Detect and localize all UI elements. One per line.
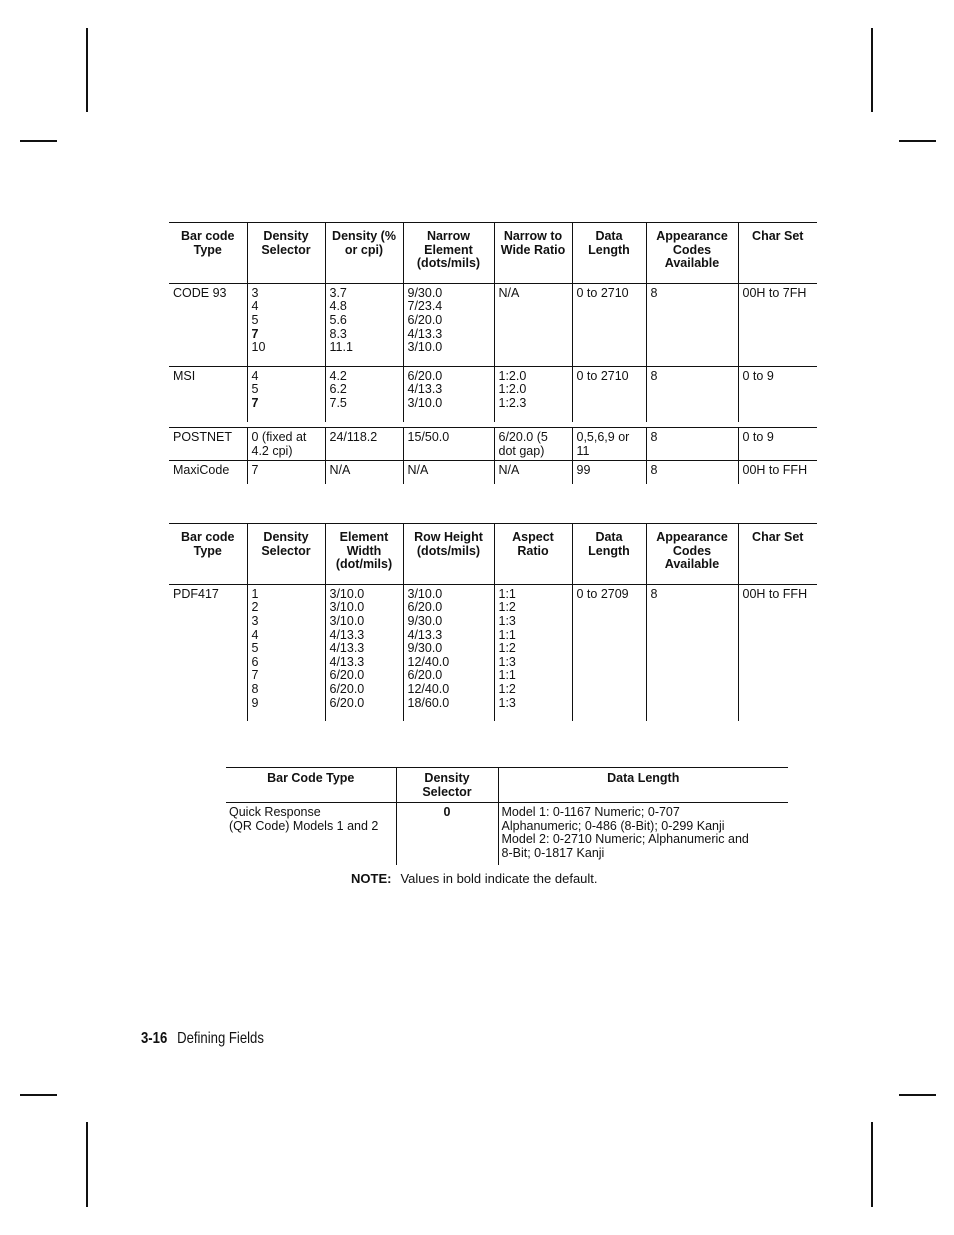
column-header: Char Set [738,524,817,585]
ratio-cell: N/A [494,283,572,366]
ratio-cell: 1:2.0 1:2.0 1:2.3 [494,366,572,421]
element-width-cell: 3/10.0 3/10.0 3/10.0 4/13.3 4/13.3 4/13.3 6/20.0 6/20.0 6/20.0 [325,584,403,721]
column-header: Density (% or cpi) [325,223,403,284]
default-value: 7 [251,326,259,341]
barcode-type: CODE 93 [169,283,247,366]
density-cell: 3.7 4.8 5.6 8.3 11.1 [325,283,403,366]
char-set-cell: 00H to FFH [738,461,817,484]
column-header: Data Length [572,223,646,284]
column-header: Data Length [572,524,646,585]
data-length-cell: 0 to 2709 [572,584,646,721]
crop-mark [899,140,936,142]
column-header: Bar code Type [169,223,247,284]
appearance-codes-cell: 8 [646,461,738,484]
data-length-cell: 0 to 2710 [572,366,646,421]
table-header-row [169,223,817,284]
appearance-codes-cell: 8 [646,584,738,721]
density-cell: 4.2 6.2 7.5 [325,366,403,421]
density-selector-cell: 1 2 3 4 5 6 7 8 9 [247,584,325,721]
density-selector-cell: 0 (fixed at 4.2 cpi) [247,428,325,461]
table-header-row [226,768,788,803]
barcode-table-linear [169,222,817,422]
appearance-codes-cell: 8 [646,428,738,461]
density-selector-cell: 7 [247,461,325,484]
char-set-cell: 00H to FFH [738,584,817,721]
table-row [169,461,817,484]
data-length-cell: 0,5,6,9 or 11 [572,428,646,461]
note [351,871,598,886]
column-header: Char Set [738,223,817,284]
barcode-type: POSTNET [169,428,247,461]
column-header: Narrow to Wide Ratio [494,223,572,284]
note-label: NOTE: [351,871,392,886]
column-header: Density Selector [396,768,498,803]
column-header: Appearance Codes Available [646,524,738,585]
narrow-element-cell: 9/30.0 7/23.4 6/20.0 4/13.3 3/10.0 [403,283,494,366]
page-footer [141,1030,264,1048]
page-number: 3-16 [141,1030,168,1047]
barcode-type: MaxiCode [173,463,230,478]
table-row [169,584,817,721]
crop-mark [20,1094,57,1096]
barcode-type: MSI [173,368,196,383]
note-text: Values in bold indicate the default. [400,871,598,886]
crop-mark [20,140,57,142]
crop-mark [871,28,873,112]
narrow-element-cell: N/A [403,461,494,484]
density-cell: 24/118.2 [325,428,403,461]
column-header: Bar Code Type [226,768,396,803]
table-header-row [169,524,817,585]
column-header: Density Selector [247,524,325,585]
barcode-table-postal [169,427,817,484]
density-cell: N/A [325,461,403,484]
appearance-codes-cell: 8 [646,283,738,366]
data-length-cell: 0 to 2710 [572,283,646,366]
column-header: Element Width (dot/mils) [325,524,403,585]
table-row [226,803,788,865]
column-header: Data Length [498,768,788,803]
column-header: Narrow Element (dots/mils) [403,223,494,284]
default-value: 7 [251,395,259,410]
table-row [169,283,817,366]
narrow-element-cell: 6/20.0 4/13.3 3/10.0 [403,366,494,421]
data-length-cell: 99 [572,461,646,484]
crop-mark [86,28,88,112]
section-title: Defining Fields [177,1030,264,1047]
column-header: Aspect Ratio [494,524,572,585]
narrow-element-cell: 15/50.0 [403,428,494,461]
column-header: Density Selector [247,223,325,284]
aspect-ratio-cell: 1:1 1:2 1:3 1:1 1:2 1:3 1:1 1:2 1:3 [494,584,572,721]
char-set-cell: 0 to 9 [738,366,817,421]
barcode-type: Quick Response (QR Code) Models 1 and 2 [229,805,379,833]
column-header: Appearance Codes Available [646,223,738,284]
density-selector-cell: 0 [396,803,498,865]
barcode-type: PDF417 [173,586,219,601]
barcode-table-qr [226,767,788,865]
char-set-cell: 00H to 7FH [738,283,817,366]
column-header: Row Height (dots/mils) [403,524,494,585]
ratio-cell: N/A [494,461,572,484]
barcode-table-pdf417 [169,523,817,721]
density-selector-cell: 4 5 7 [247,366,325,421]
appearance-codes-cell: 8 [646,366,738,421]
column-header: Bar code Type [169,524,247,585]
data-length-cell: Model 1: 0-1167 Numeric; 0-707 Alphanumeric; 0-486 (8-Bit); 0-299 Kanji Model 2: 0-2710 Numeric; Alphanumeric and 8-Bit; 0-1817 Kanji [498,803,788,865]
crop-mark [899,1094,936,1096]
row-height-cell: 3/10.0 6/20.0 9/30.0 4/13.3 9/30.0 12/40.0 6/20.0 12/40.0 18/60.0 [403,584,494,721]
ratio-cell: 6/20.0 (5 dot gap) [494,428,572,461]
crop-mark [871,1122,873,1207]
density-selector-cell: 3 4 5 7 10 [247,283,325,366]
crop-mark [86,1122,88,1207]
char-set-cell: 0 to 9 [738,428,817,461]
table-row [169,366,817,421]
table-row [169,428,817,461]
